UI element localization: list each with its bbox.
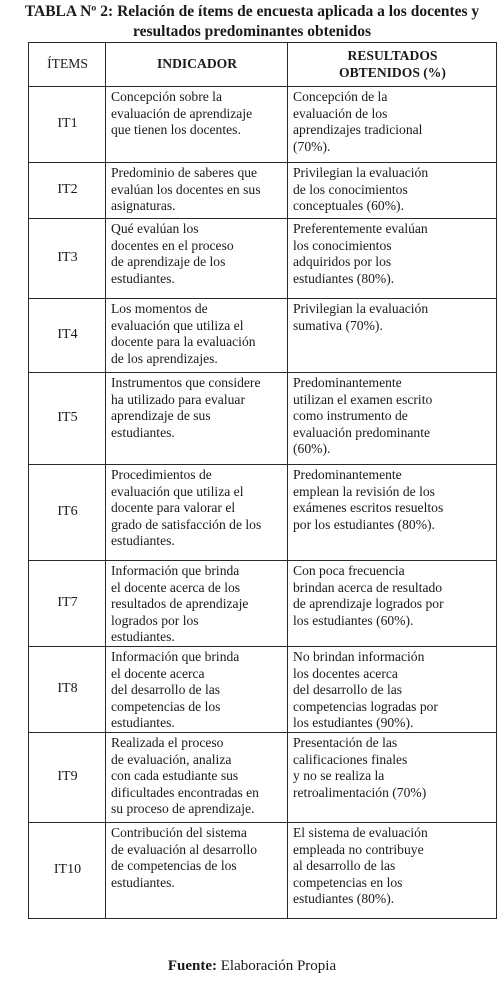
- indicator-text-line: logrados por los: [111, 612, 199, 628]
- table-row: [29, 823, 497, 919]
- indicator-text-line: competencias de los: [111, 698, 221, 714]
- result-text-line: Predominantemente: [293, 375, 402, 390]
- result-cell: [288, 299, 497, 373]
- result-cell: [288, 823, 497, 919]
- indicator-text-line: de evaluación al desarrollo: [111, 841, 258, 857]
- result-text-line: estudiantes (80%).: [293, 891, 395, 907]
- result-cell: [288, 87, 497, 163]
- indicator-text-line: estudiantes.: [111, 629, 175, 645]
- indicator-cell: [106, 561, 288, 647]
- result-text-line: del desarrollo de las: [293, 682, 403, 698]
- indicator-text-line: resultados de aprendizaje: [111, 596, 249, 612]
- result-text-line: Predominantemente: [293, 467, 402, 482]
- result-text-line: retroalimentación (70%): [293, 784, 427, 800]
- indicator-text-line: su proceso de aprendizaje.: [111, 801, 255, 817]
- header-items: ÍTEMS: [29, 43, 106, 87]
- result-text-line: los estudiantes (90%).: [293, 715, 414, 731]
- table-header-row: [29, 43, 497, 87]
- table-row: [29, 219, 497, 299]
- indicator-text-line: Información que brinda: [111, 563, 240, 578]
- result-text-line: (70%).: [293, 138, 331, 154]
- item-code: IT4: [29, 299, 106, 373]
- indicator-cell: [106, 87, 288, 163]
- result-cell: [288, 561, 497, 647]
- result-text-line: (60%).: [293, 441, 331, 457]
- item-code: IT1: [29, 87, 106, 163]
- result-text-line: de aprendizaje logrados por: [293, 596, 444, 612]
- table-row: [29, 733, 497, 823]
- indicator-text-line: asignaturas.: [111, 198, 176, 214]
- indicator-cell: [106, 219, 288, 299]
- table-title: [0, 2, 504, 42]
- result-text-line: Con poca frecuencia: [293, 563, 405, 578]
- indicator-cell: [106, 163, 288, 219]
- indicator-cell: [106, 299, 288, 373]
- indicator-text-line: que tienen los docentes.: [111, 122, 241, 138]
- source-text: Elaboración Propia: [220, 958, 337, 974]
- result-cell: [288, 733, 497, 823]
- indicator-text-line: de evaluación, analiza: [111, 751, 232, 767]
- indicator-text-line: Procedimientos de: [111, 467, 212, 482]
- item-code: IT5: [29, 373, 106, 465]
- header-results: [288, 43, 497, 87]
- result-text-line: los conocimientos: [293, 237, 392, 253]
- item-code: IT8: [29, 647, 106, 733]
- result-text-line: Privilegian la evaluación: [293, 165, 429, 180]
- result-text-line: y no se realiza la: [293, 768, 385, 784]
- item-code: IT6: [29, 465, 106, 561]
- source-note: [0, 958, 504, 975]
- result-text-line: conceptuales (60%).: [293, 198, 404, 214]
- indicator-cell: [106, 373, 288, 465]
- indicator-text-line: estudiantes.: [111, 270, 175, 286]
- result-text-line: Preferentemente evalúan: [293, 221, 428, 236]
- result-text-line: de los conocimientos: [293, 181, 408, 197]
- indicator-text-line: estudiantes.: [111, 424, 175, 440]
- indicator-text-line: Contribución del sistema: [111, 825, 247, 840]
- indicator-text-line: evaluación que utiliza el: [111, 317, 244, 333]
- result-text-line: aprendizajes tradicional: [293, 122, 423, 138]
- item-code: IT10: [29, 823, 106, 919]
- indicator-text-line: ha utilizado para evaluar: [111, 391, 245, 407]
- header-indicator: INDICADOR: [106, 43, 288, 87]
- indicator-text-line: con cada estudiante sus: [111, 768, 239, 784]
- result-cell: [288, 219, 497, 299]
- indicator-text-line: evaluación que utiliza el: [111, 483, 244, 499]
- result-text-line: competencias logradas por: [293, 698, 438, 714]
- item-code: IT2: [29, 163, 106, 219]
- indicator-text-line: estudiantes.: [111, 715, 175, 731]
- result-text-line: El sistema de evaluación: [293, 825, 428, 840]
- indicator-text-line: dificultades encontradas en: [111, 784, 259, 800]
- table-row: [29, 299, 497, 373]
- indicator-text-line: evalúan los docentes en sus: [111, 181, 261, 197]
- table-row: [29, 87, 497, 163]
- indicator-text-line: Predominio de saberes que: [111, 165, 258, 180]
- result-text-line: sumativa (70%).: [293, 317, 383, 333]
- result-text-line: emplean la revisión de los: [293, 483, 435, 499]
- indicator-cell: [106, 647, 288, 733]
- indicator-text-line: Realizada el proceso: [111, 735, 224, 750]
- item-code: IT7: [29, 561, 106, 647]
- result-text-line: los estudiantes (60%).: [293, 612, 414, 628]
- indicator-text-line: Información que brinda: [111, 649, 240, 664]
- table-row: [29, 373, 497, 465]
- indicator-cell: [106, 733, 288, 823]
- indicator-text-line: de aprendizaje de los: [111, 254, 226, 270]
- table-title-line-1: TABLA Nº 2: Relación de ítems de encuesta aplicada a los docentes y: [24, 3, 480, 20]
- table-title-line-2: resultados predominantes obtenidos: [133, 23, 371, 40]
- result-text-line: Presentación de las: [293, 735, 398, 750]
- table-row: [29, 647, 497, 733]
- result-text-line: No brindan información: [293, 649, 425, 664]
- indicator-text-line: el docente acerca: [111, 665, 205, 681]
- indicator-text-line: estudiantes.: [111, 533, 175, 549]
- indicator-text-line: de los aprendizajes.: [111, 350, 218, 366]
- result-text-line: competencias en los: [293, 874, 403, 890]
- indicator-text-line: evaluación de aprendizaje: [111, 105, 253, 121]
- result-text-line: al desarrollo de las: [293, 858, 396, 874]
- result-cell: [288, 373, 497, 465]
- result-text-line: evaluación predominante: [293, 424, 431, 440]
- indicator-text-line: Instrumentos que considere: [111, 375, 261, 390]
- result-text-line: estudiantes (80%).: [293, 270, 395, 286]
- indicator-text-line: el docente acerca de los: [111, 579, 241, 595]
- table-row: [29, 163, 497, 219]
- result-text-line: utilizan el examen escrito: [293, 391, 433, 407]
- item-code: IT3: [29, 219, 106, 299]
- result-cell: [288, 647, 497, 733]
- table-body: [29, 87, 497, 919]
- result-text-line: empleada no contribuye: [293, 841, 424, 857]
- item-code: IT9: [29, 733, 106, 823]
- result-text-line: por los estudiantes (80%).: [293, 516, 435, 532]
- result-text-line: brindan acerca de resultado: [293, 579, 443, 595]
- survey-results-table: [28, 42, 497, 919]
- indicator-text-line: del desarrollo de las: [111, 682, 221, 698]
- indicator-text-line: docente para valorar el: [111, 500, 236, 516]
- header-results-line-2: OBTENIDOS (%): [339, 64, 446, 80]
- indicator-text-line: Qué evalúan los: [111, 221, 199, 236]
- result-cell: [288, 465, 497, 561]
- table-row: [29, 561, 497, 647]
- indicator-text-line: Los momentos de: [111, 301, 208, 316]
- indicator-cell: [106, 823, 288, 919]
- result-text-line: los docentes acerca: [293, 665, 398, 681]
- result-text-line: calificaciones finales: [293, 751, 408, 767]
- header-results-line-1: RESULTADOS: [347, 47, 438, 63]
- indicator-text-line: aprendizaje de sus: [111, 408, 211, 424]
- result-text-line: como instrumento de: [293, 408, 408, 424]
- result-cell: [288, 163, 497, 219]
- indicator-text-line: estudiantes.: [111, 874, 175, 890]
- indicator-text-line: docentes en el proceso: [111, 237, 234, 253]
- table-row: [29, 465, 497, 561]
- indicator-text-line: docente para la evaluación: [111, 334, 256, 350]
- result-text-line: evaluación de los: [293, 105, 388, 121]
- source-label: Fuente:: [167, 958, 217, 974]
- result-text-line: Concepción de la: [293, 89, 388, 104]
- indicator-text-line: grado de satisfacción de los: [111, 516, 262, 532]
- result-text-line: adquiridos por los: [293, 254, 392, 270]
- indicator-cell: [106, 465, 288, 561]
- result-text-line: exámenes escritos resueltos: [293, 500, 444, 516]
- indicator-text-line: Concepción sobre la: [111, 89, 222, 104]
- result-text-line: Privilegian la evaluación: [293, 301, 429, 316]
- indicator-text-line: de competencias de los: [111, 858, 237, 874]
